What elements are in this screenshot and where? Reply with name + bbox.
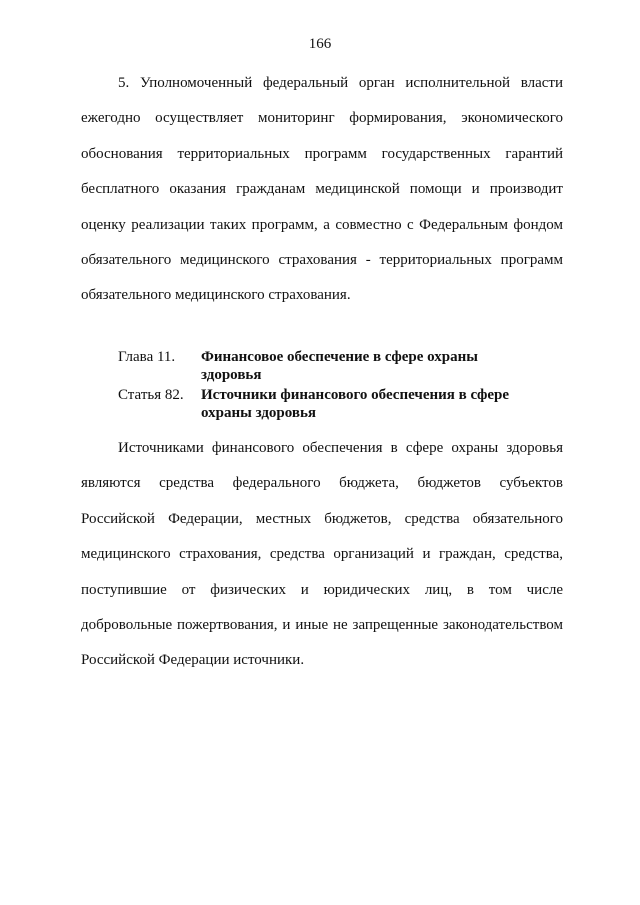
article-title: Источники финансового обеспечения в сфере охраны здоровья: [201, 387, 510, 421]
chapter-title: Финансовое обеспечение в сфере охраны здоровья: [201, 349, 478, 383]
page-number: 166: [308, 36, 332, 52]
article-heading: [118, 386, 541, 422]
chapter-label: Глава 11.: [118, 349, 176, 365]
article-label: Статья 82.: [118, 387, 184, 403]
chapter-heading: [118, 348, 541, 384]
paragraph-financing-sources: Источниками финансового обеспечения в сфере охраны здоровья являются средства федерального бюджета, бюджетов субъектов Российской Федерации, местных бюджетов, средства обязательного медицинского страхования, средства организаций и граждан, средства, поступившие от физических и юридических лиц, в том числе добровольные пожертвования, и иные не запрещенные законодательством Российской Федерации источники.: [81, 440, 563, 669]
paragraph-monitoring: 5. Уполномоченный федеральный орган исполнительной власти ежегодно осуществляет мониторинг формирования, экономического обоснования территориальных программ государственных гарантий бесплатного оказания гражданам медицинской помощи и производит оценку реализации таких программ, а совместно с Федеральным фондом обязательного медицинского страхования - территориальных программ обязательного медицинского страхования.: [81, 75, 563, 304]
